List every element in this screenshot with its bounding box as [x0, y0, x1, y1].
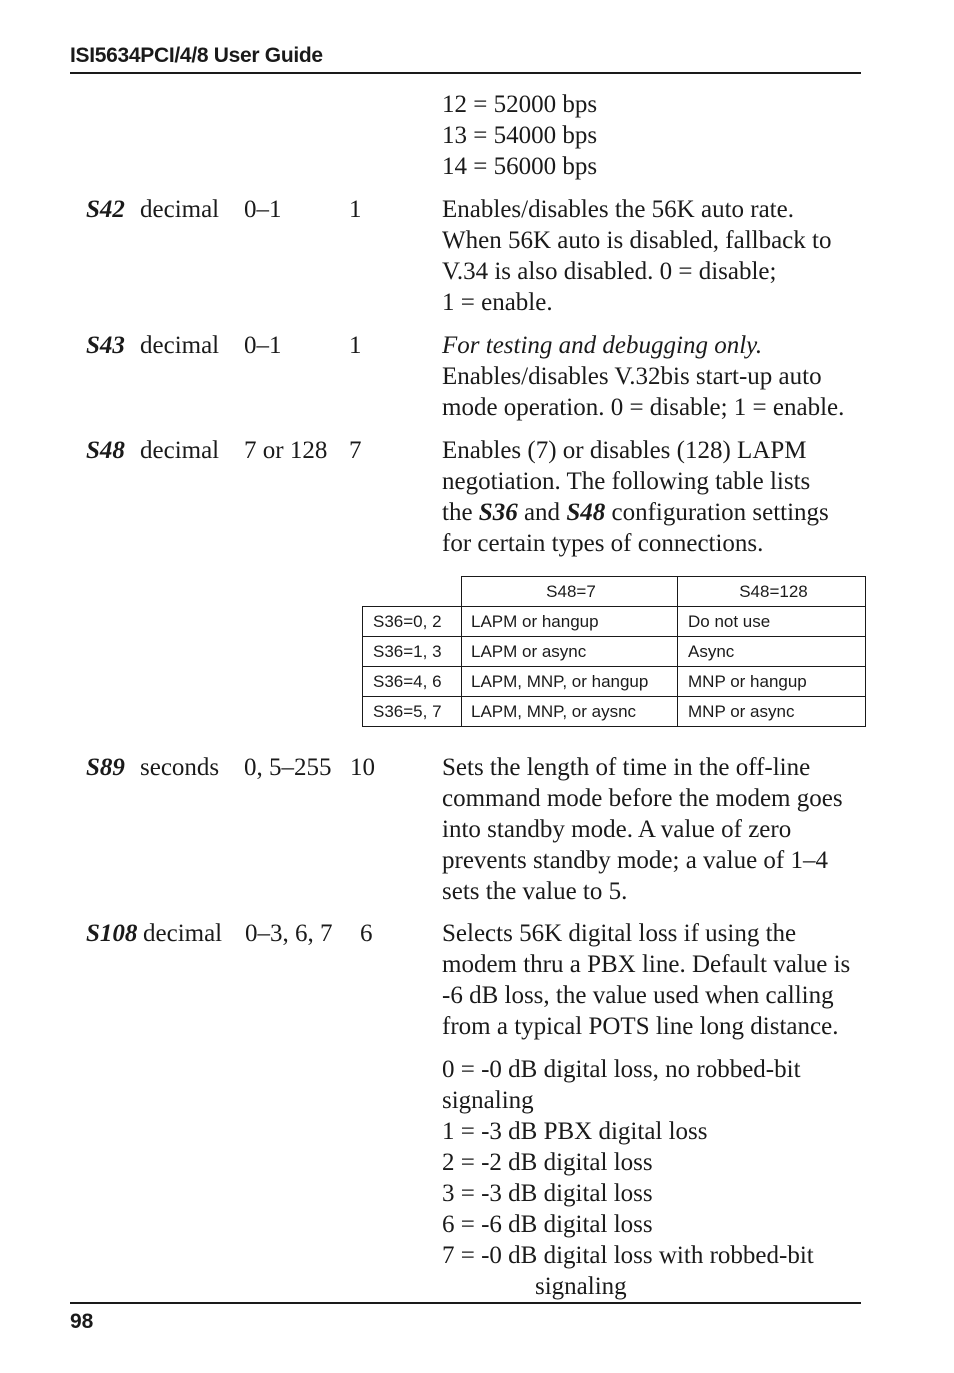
register-range: 0, 5–255 — [244, 754, 332, 781]
desc-line: modem thru a PBX line. Default value is — [442, 951, 851, 978]
register-unit: decimal — [140, 437, 220, 464]
table-cell: LAPM, MNP, or hangup — [462, 667, 678, 697]
desc-line: from a typical POTS line long distance. — [442, 1013, 839, 1040]
column-header: S48=128 — [678, 577, 866, 607]
register-default: 7 — [349, 437, 362, 464]
option-line: signaling — [442, 1087, 534, 1114]
table-row — [363, 697, 866, 727]
register-description — [442, 194, 862, 318]
table-cell: LAPM or async — [462, 637, 678, 667]
desc-line: Enables (7) or disables (128) LAPM — [442, 437, 807, 464]
option-line: 0 = -0 dB digital loss, no robbed-bit — [442, 1056, 801, 1083]
desc-line: Selects 56K digital loss if using the — [442, 920, 797, 947]
table-cell: Async — [678, 637, 866, 667]
register-range: 0–3, 6, 7 — [245, 920, 333, 947]
desc-line: 1 = enable. — [442, 289, 553, 316]
option-line: 2 = -2 dB digital loss — [442, 1149, 653, 1176]
desc-line: -6 dB loss, the value used when calling — [442, 982, 834, 1009]
register-description — [442, 752, 862, 907]
value-line: 14 = 56000 bps — [442, 153, 598, 180]
desc-note: For testing and debugging only. — [442, 332, 763, 359]
row-header: S36=1, 3 — [363, 637, 462, 667]
table-corner — [363, 577, 462, 607]
option-line: signaling — [535, 1273, 627, 1300]
desc-line: Enables/disables V.32bis start-up auto — [442, 363, 822, 390]
option-line: 6 = -6 dB digital loss — [442, 1211, 653, 1238]
register-name: S89 — [86, 754, 125, 781]
option-line: 7 = -0 dB digital loss with robbed-bit — [442, 1242, 814, 1269]
desc-line: Sets the length of time in the off-line — [442, 754, 811, 781]
register-default: 1 — [349, 332, 362, 359]
table-row — [363, 637, 866, 667]
register-reference: S36 — [478, 499, 518, 526]
desc-text: the — [442, 499, 479, 526]
row-header: S36=0, 2 — [363, 607, 462, 637]
register-reference: S48 — [566, 499, 606, 526]
desc-line: into standby mode. A value of zero — [442, 816, 792, 843]
table-header-row — [363, 577, 866, 607]
register-default: 10 — [350, 754, 375, 781]
desc-line: negotiation. The following table lists — [442, 468, 811, 495]
register-default: 1 — [349, 196, 362, 223]
desc-line: for certain types of connections. — [442, 530, 764, 557]
table-cell: LAPM or hangup — [462, 607, 678, 637]
desc-line: Enables/disables the 56K auto rate. — [442, 196, 794, 223]
register-unit: decimal — [140, 332, 220, 359]
register-range: 0–1 — [244, 196, 282, 223]
table-cell: Do not use — [678, 607, 866, 637]
desc-line — [442, 497, 862, 528]
register-unit: decimal — [143, 920, 223, 947]
page-number: 98 — [70, 1310, 94, 1333]
table-cell: MNP or hangup — [678, 667, 866, 697]
row-header: S36=5, 7 — [363, 697, 462, 727]
column-header: S48=7 — [462, 577, 678, 607]
register-description — [442, 435, 862, 559]
register-option-list — [442, 1054, 862, 1302]
register-name: S42 — [86, 196, 125, 223]
desc-text: configuration settings — [605, 499, 829, 526]
value-line: 12 = 52000 bps — [442, 91, 598, 118]
desc-line: command mode before the modem goes — [442, 785, 843, 812]
register-name: S43 — [86, 332, 125, 359]
table-cell: LAPM, MNP, or aysnc — [462, 697, 678, 727]
desc-line: mode operation. 0 = disable; 1 = enable. — [442, 394, 845, 421]
desc-line: prevents standby mode; a value of 1–4 — [442, 847, 829, 874]
header-rule — [70, 72, 861, 74]
register-unit: decimal — [140, 196, 220, 223]
register-name: S108 — [86, 920, 138, 947]
desc-line: V.34 is also disabled. 0 = disable; — [442, 258, 777, 285]
footer-rule — [70, 1302, 861, 1304]
row-header: S36=4, 6 — [363, 667, 462, 697]
desc-line: When 56K auto is disabled, fallback to — [442, 227, 832, 254]
value-line: 13 = 54000 bps — [442, 122, 598, 149]
register-default: 6 — [360, 920, 373, 947]
register-description — [442, 330, 862, 423]
register-range: 7 or 128 — [244, 437, 328, 464]
s36-s48-config-table — [362, 576, 866, 727]
register-name: S48 — [86, 437, 125, 464]
table-cell: MNP or async — [678, 697, 866, 727]
register-description — [442, 918, 862, 1042]
table-row — [363, 667, 866, 697]
register-unit: seconds — [140, 754, 220, 781]
page-header-title: ISI5634PCI/4/8 User Guide — [70, 44, 323, 67]
desc-text: and — [517, 499, 567, 526]
register-range: 0–1 — [244, 332, 282, 359]
desc-line: sets the value to 5. — [442, 878, 628, 905]
option-line: 3 = -3 dB digital loss — [442, 1180, 653, 1207]
continuation-values — [442, 89, 862, 182]
table-row — [363, 607, 866, 637]
option-line: 1 = -3 dB PBX digital loss — [442, 1118, 708, 1145]
